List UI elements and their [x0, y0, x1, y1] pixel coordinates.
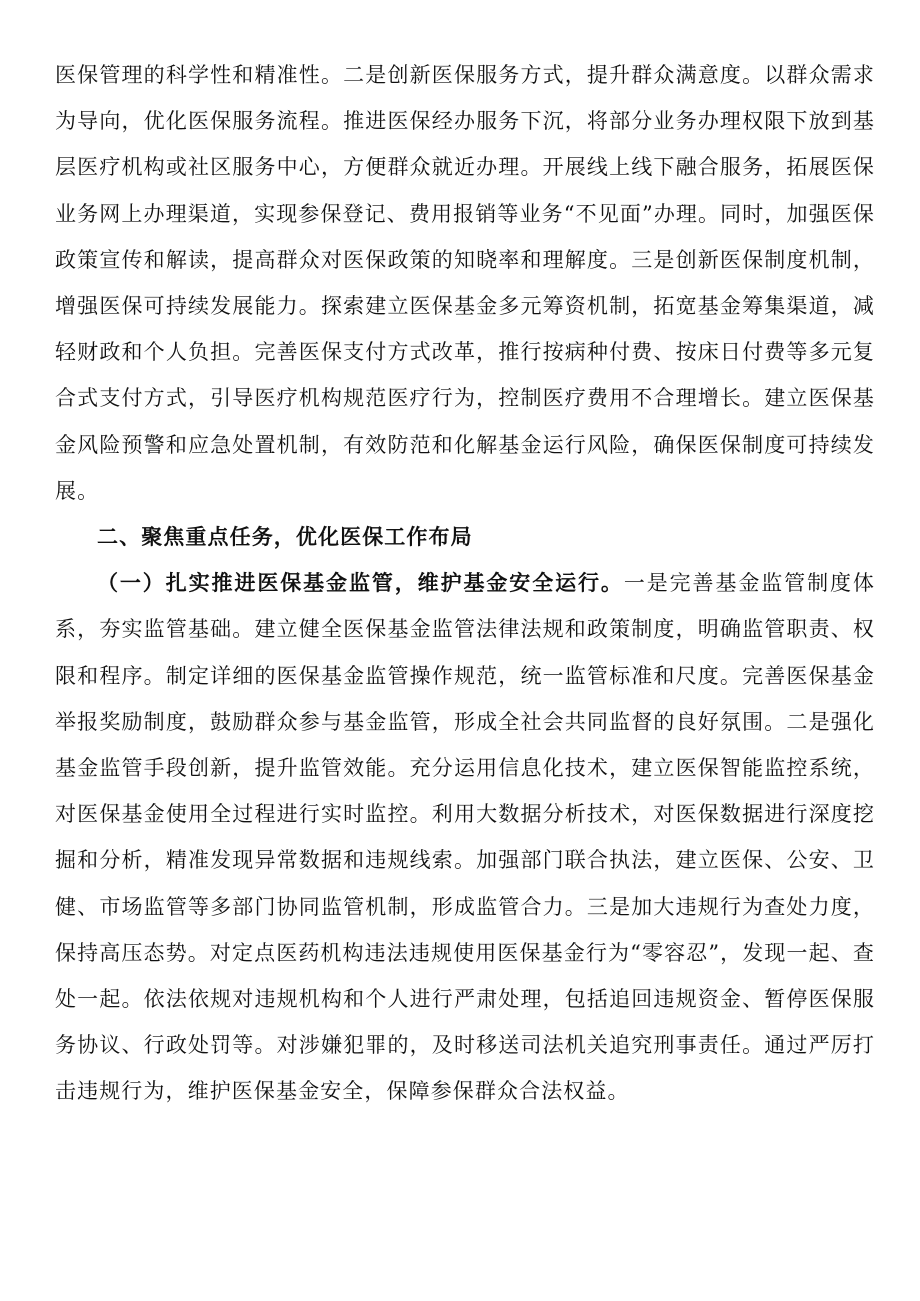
paragraph-fund-supervision — [55, 560, 875, 1114]
document-body — [55, 52, 875, 1115]
paragraph-fund-supervision-body: 一是完善基金监管制度体系，夯实监管基础。建立健全医保基金监管法律法规和政策制度，明确监管职责、权限和程序。制定详细的医保基金监管操作规范，统一监管标准和尺度。完善医保基金举报奖励制度，鼓励群众参与基金监管，形成全社会共同监督的良好氛围。二是强化基金监管手段创新，提升监管效能。充分运用信息化技术，建立医保智能监控系统，对医保基金使用全过程进行实时监控。利用大数据分析技术，对医保数据进行深度挖掘和分析，精准发现异常数据和违规线索。加强部门联合执法，建立医保、公安、卫健、市场监管等多部门协同监管机制，形成监管合力。三是加大违规行为查处力度，保持高压态势。对定点医药机构违法违规使用医保基金行为“零容忍”，发现一起、查处一起。依法依规对违规机构和个人进行严肃处理，包括追回违规资金、暂停医保服务协议、行政处罚等。对涉嫌犯罪的，及时移送司法机关追究刑事责任。通过严厉打击违规行为，维护医保基金安全，保障参保群众合法权益。 — [55, 571, 875, 1104]
paragraph-continuation: 医保管理的科学性和精准性。二是创新医保服务方式，提升群众满意度。以群众需求为导向，优化医保服务流程。推进医保经办服务下沉，将部分业务办理权限下放到基层医疗机构或社区服务中心，方便群众就近办理。开展线上线下融合服务，拓展医保业务网上办理渠道，实现参保登记、费用报销等业务“不见面”办理。同时，加强医保政策宣传和解读，提高群众对医保政策的知晓率和理解度。三是创新医保制度机制，增强医保可持续发展能力。探索建立医保基金多元筹资机制，拓宽基金筹集渠道，减轻财政和个人负担。完善医保支付方式改革，推行按病种付费、按床日付费等多元复合式支付方式，引导医疗机构规范医疗行为，控制医疗费用不合理增长。建立医保基金风险预警和应急处置机制，有效防范和化解基金运行风险，确保医保制度可持续发展。 — [55, 63, 875, 503]
subsection-lead: （一）扎实推进医保基金监管，维护基金安全运行。 — [97, 571, 624, 596]
section-heading: 二、聚焦重点任务，优化医保工作布局 — [97, 525, 473, 550]
